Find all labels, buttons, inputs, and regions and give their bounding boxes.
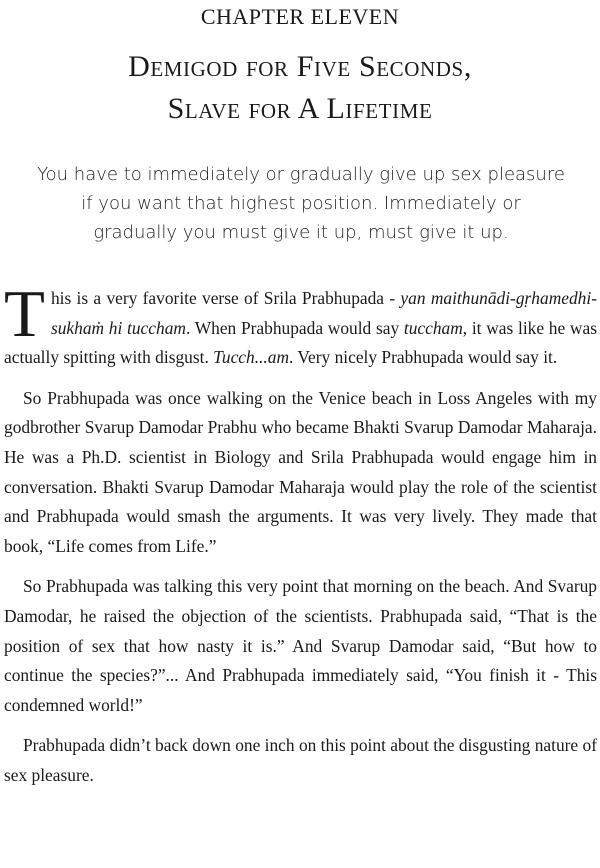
epigraph-line-1: You have to immediately or gradually give up sex pleasure [37, 164, 565, 185]
verse-quote: yan maithunādi-gṛhamedhi-sukhaṁ hi tuccham [50, 288, 597, 338]
paragraph-4: Prabhupada didn’t back down one inch on this point about the disgusting nature of sex pleasure. [4, 735, 597, 785]
chapter-label: CHAPTER ELEVEN [200, 4, 400, 29]
epigraph-line-3: gradually you must give it up, must give it up. [93, 222, 509, 243]
chapter-title [0, 46, 600, 130]
sanskrit-word-drawn: Tucch...am [213, 347, 290, 368]
paragraph-3: So Prabhupada was talking this very point that morning on the beach. And Svarup Damodar, he raised the objection of the scientists. Prabhupada said, “That is the position of sex that how nasty it is.” And Svarup Damodar said, “But how to continue the species?”... And Prabhupada immediately said, “You finish it - This condemned world!” [4, 576, 597, 715]
chapter-title-line-1: Demigod for Five Seconds, [128, 50, 472, 83]
paragraph-2: So Prabhupada was once walking on the Venice beach in Loss Angeles with my godbrother Svarup Damodar Prabhu who became Bhakti Svarup Damodar Maharaja. He was a Ph.D. scientist in Biology and Srila Prabhupada would engage him in conversation. Bhakti Svarup Damodar Maharaja would play the role of the scientist and Prabhupada would smash the arguments. It was very lively. They made that book, “Life comes from Life.” [4, 387, 597, 556]
chapter-title-line-2: Slave for A Lifetime [167, 92, 433, 125]
drop-cap: T [4, 277, 45, 351]
body-text [4, 277, 597, 802]
epigraph [20, 160, 582, 247]
paragraph-1-text-c: , it was like he was actually spitting with disgust. [4, 317, 597, 368]
paragraph-1-text-d: . Very nicely Prabhupada would say it. [289, 347, 558, 368]
sanskrit-word: tuccham [403, 317, 463, 338]
paragraph-1-text-a: his is a very favorite verse of Srila Prabhupada - [50, 288, 401, 308]
paragraph-1-text-b: . When Prabhupada would say [185, 317, 404, 338]
epigraph-line-2: if you want that highest position. Immediately or [81, 193, 521, 214]
paragraph-1 [4, 277, 597, 373]
